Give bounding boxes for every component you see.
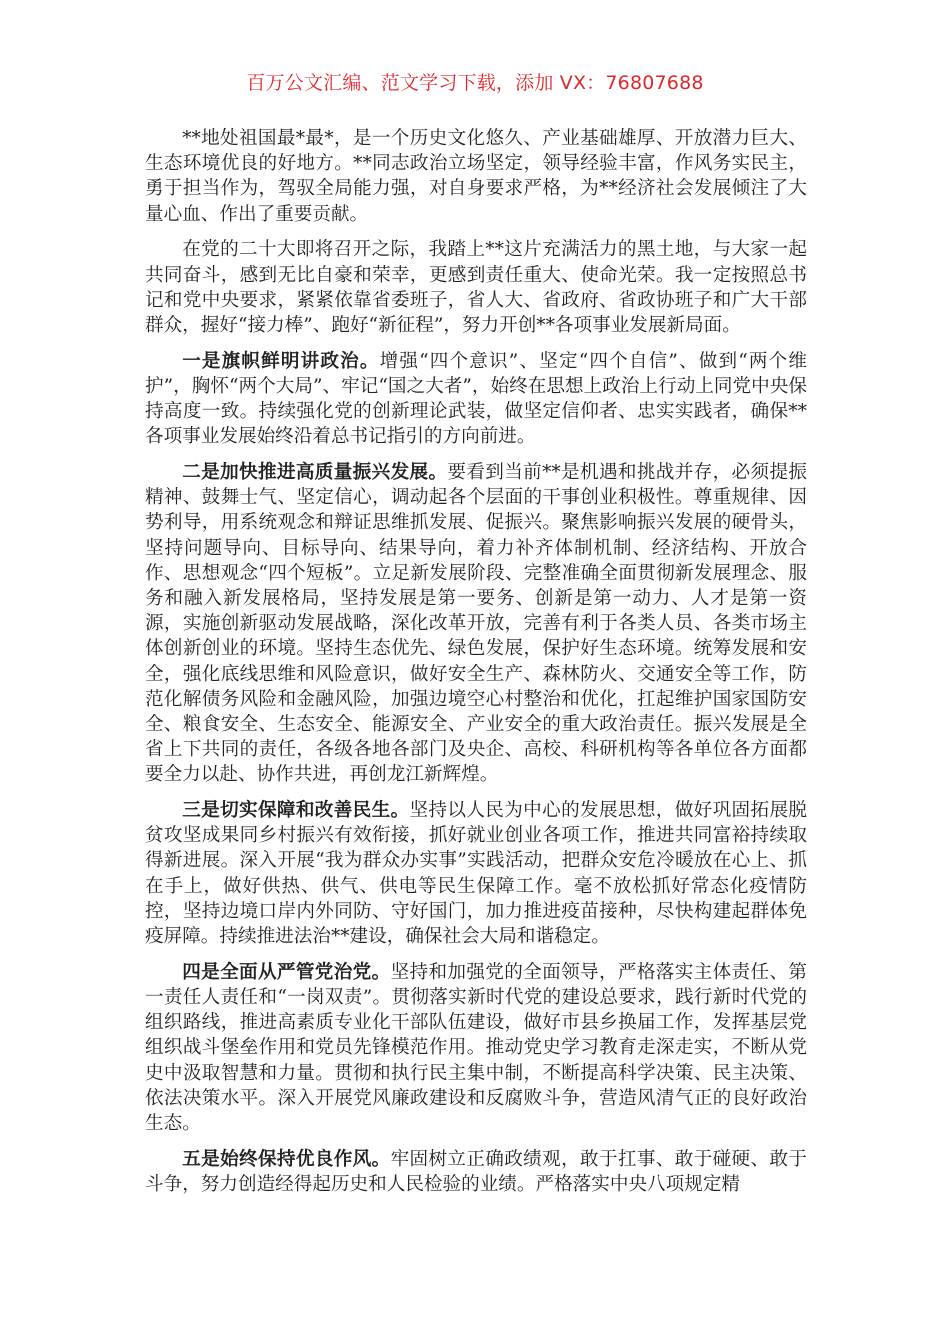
paragraph-lead: 二是加快推进高质量振兴发展。 xyxy=(182,461,448,483)
document-body xyxy=(145,126,807,1208)
paragraph xyxy=(145,460,807,788)
paragraph-lead: 五是始终保持优良作风。 xyxy=(182,1148,391,1170)
paragraph-text: 增强“四个意识”、坚定“四个自信”、做到“两个维护”，胸怀“两个大局”、牢记“国之大者”，始终在思想上政治上行动上同党中央保持高度一致。持续强化党的创新理论武装，做坚定信仰者、忠实实践者，确保**各项事业发展始终沿着总书记指引的方向前进。 xyxy=(145,350,807,448)
paragraph xyxy=(145,237,807,338)
paragraph xyxy=(145,349,807,450)
watermark-header: 百万公文汇编、范文学习下载，添加 VX：76807688 xyxy=(246,72,704,94)
paragraph-text: **地处祖国最*最*，是一个历史文化悠久、产业基础雄厚、开放潜力巨大、生态环境优良的好地方。**同志政治立场坚定，领导经验丰富，作风务实民主，勇于担当作为，驾驭全局能力强，对自身要求严格，为**经济社会发展倾注了大量心血、作出了重要贡献。 xyxy=(145,128,807,225)
paragraph-lead: 一是旗帜鲜明讲政治。 xyxy=(182,350,380,372)
paragraph xyxy=(145,798,807,949)
paragraph-text: 坚持以人民为中心的发展思想，做好巩固拓展脱贫攻坚成果同乡村振兴有效衔接，抓好就业创业各项工作，推进共同富裕持续取得新进展。深入开展“我为群众办实事”实践活动，把群众安危冷暖放在心上、抓在手上，做好供热、供气、供电等民生保障工作。毫不放松抓好常态化疫情防控，坚持边境口岸内外同防、守好国门，加力推进疫苗接种，尽快构建起群体免疫屏障。持续推进法治**建设，确保社会大局和谐稳定。 xyxy=(145,800,807,948)
paragraph xyxy=(145,126,807,227)
paragraph xyxy=(145,1147,807,1197)
paragraph-text: 牢固树立正确政绩观，敢于扛事、敢于碰硬、敢于斗争，努力创造经得起历史和人民检验的业绩。严格落实中央八项规定精 xyxy=(145,1148,807,1195)
paragraph-text: 在党的二十大即将召开之际，我踏上**这片充满活力的黑土地，与大家一起共同奋斗，感到无比自豪和荣幸，更感到责任重大、使命光荣。我一定按照总书记和党中央要求，紧紧依靠省委班子，省人大、省政府、省政协班子和广大干部群众，握好“接力棒”、跑好“新征程”，努力开创**各项事业发展新局面。 xyxy=(145,239,807,336)
paragraph-text: 要看到当前**是机遇和挑战并存，必须提振精神、鼓舞士气、坚定信心，调动起各个层面的干事创业积极性。尊重规律、因势利导，用系统观念和辩证思维抓发展、促振兴。聚焦影响振兴发展的硬骨头，坚持问题导向、目标导向、结果导向，着力补齐体制机制、经济结构、开放合作、思想观念“四个短板”。立足新发展阶段、完整准确全面贯彻新发展理念、服务和融入新发展格局，坚持发展是第一要务、创新是第一动力、人才是第一资源，实施创新驱动发展战略，深化改革开放，完善有利于各类人员、各类市场主体创新创业的环境。坚持生态优先、绿色发展，保护好生态环境。统筹发展和安全，强化底线思维和风险意识，做好安全生产、森林防火、交通安全等工作，防范化解债务风险和金融风险，加强边境空心村整治和优化，扛起维护国家国防安全、粮食安全、生态安全、能源安全、产业安全的重大政治责任。振兴发展是全省上下共同的责任，各级各地各部门及央企、高校、科研机构等各单位各方面都要全力以赴、协作共进，再创龙江新辉煌。 xyxy=(145,461,807,786)
paragraph-lead: 四是全面从严管党治党。 xyxy=(182,961,391,983)
paragraph-text: 坚持和加强党的全面领导，严格落实主体责任、第一责任人责任和“一岗双责”。贯彻落实新时代党的建设总要求，践行新时代党的组织路线，推进高素质专业化干部队伍建设，做好市县乡换届工作，发挥基层党组织战斗堡垒作用和党员先锋模范作用。推动党史学习教育走深走实，不断从党史中汲取智慧和力量。贯彻和执行民主集中制，不断提高科学决策、民主决策、依法决策水平。深入开展党风廉政建设和反腐败斗争，营造风清气正的良好政治生态。 xyxy=(145,961,807,1135)
paragraph xyxy=(145,960,807,1136)
paragraph-lead: 三是切实保障和改善民生。 xyxy=(182,800,410,822)
